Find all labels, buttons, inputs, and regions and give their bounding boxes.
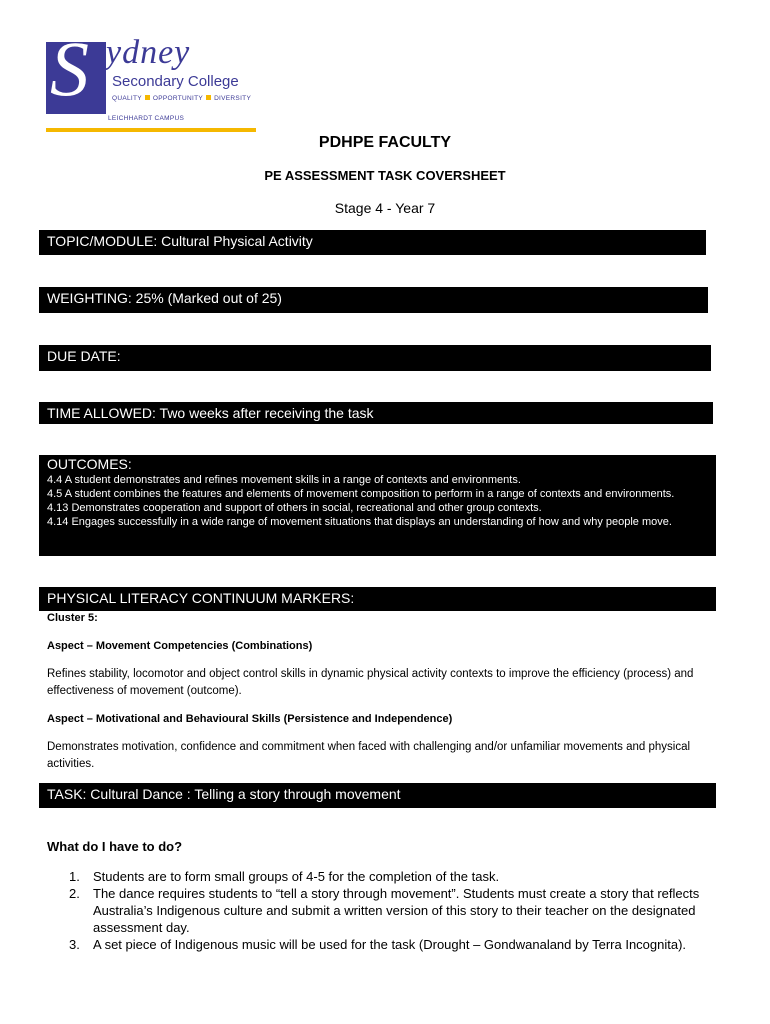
logo-college: Secondary College [112, 73, 239, 90]
task-question: What do I have to do? [47, 839, 183, 854]
outcome-item: 4.4 A student demonstrates and refines movement skills in a range of contexts and environments. [47, 474, 521, 486]
list-item: 2. The dance requires students to “tell a story through movement”. Students must create a story that reflects Australia’s Indigenous culture and submit a written version of this story to their teacher on the designated assessment day. [69, 886, 700, 935]
aspect-title: Aspect – Movement Competencies (Combinations) [47, 640, 313, 652]
list-item: 1. Students are to form small groups of 4-5 for the completion of the task. [69, 869, 500, 884]
logo-name: ydney [106, 34, 191, 71]
list-item: 3. A set piece of Indigenous music will be used for the task (Drought – Gondwanaland by Terra Incognita). [69, 937, 687, 952]
task-bar: TASK: Cultural Dance : Telling a story through movement [39, 783, 716, 808]
logo-initial: S [50, 25, 89, 112]
literacy-bar: PHYSICAL LITERACY CONTINUUM MARKERS: [39, 587, 716, 611]
aspect-title: Aspect – Motivational and Behavioural Skills (Persistence and Independence) [47, 713, 453, 725]
faculty-title: PDHPE FACULTY [318, 134, 452, 151]
weighting-bar: WEIGHTING: 25% (Marked out of 25) [39, 287, 708, 313]
time-allowed-bar: TIME ALLOWED: Two weeks after receiving the task [39, 402, 713, 424]
outcomes-heading: OUTCOMES: [47, 456, 132, 472]
aspect-description: Demonstrates motivation, confidence and commitment when faced with challenging and/or unfamiliar movements and physical activities. [47, 741, 691, 770]
topic-bar: TOPIC/MODULE: Cultural Physical Activity [39, 230, 706, 255]
logo-underline [46, 128, 256, 132]
cluster-label: Cluster 5: [47, 612, 98, 624]
coversheet-title: PE ASSESSMENT TASK COVERSHEET [264, 168, 506, 183]
outcome-item: 4.14 Engages successfully in a wide range of movement situations that displays an understanding of how and why people move. [47, 516, 672, 528]
due-date-bar: DUE DATE: [39, 345, 711, 371]
stage-year: Stage 4 - Year 7 [334, 200, 436, 216]
logo-campus: LEICHHARDT CAMPUS [108, 115, 185, 122]
logo-tagline: QUALITY OPPORTUNITY DIVERSITY [112, 95, 252, 102]
outcomes-box [39, 455, 716, 556]
outcome-item: 4.13 Demonstrates cooperation and support of others in social, recreational and other group contexts. [47, 502, 542, 514]
aspect-description: Refines stability, locomotor and object control skills in dynamic physical activity contexts to improve the efficiency (process) and effectiveness of movement (outcome). [47, 668, 694, 697]
outcome-item: 4.5 A student combines the features and elements of movement composition to perform in a range of contexts and environments. [47, 488, 675, 500]
task-steps [47, 868, 717, 953]
